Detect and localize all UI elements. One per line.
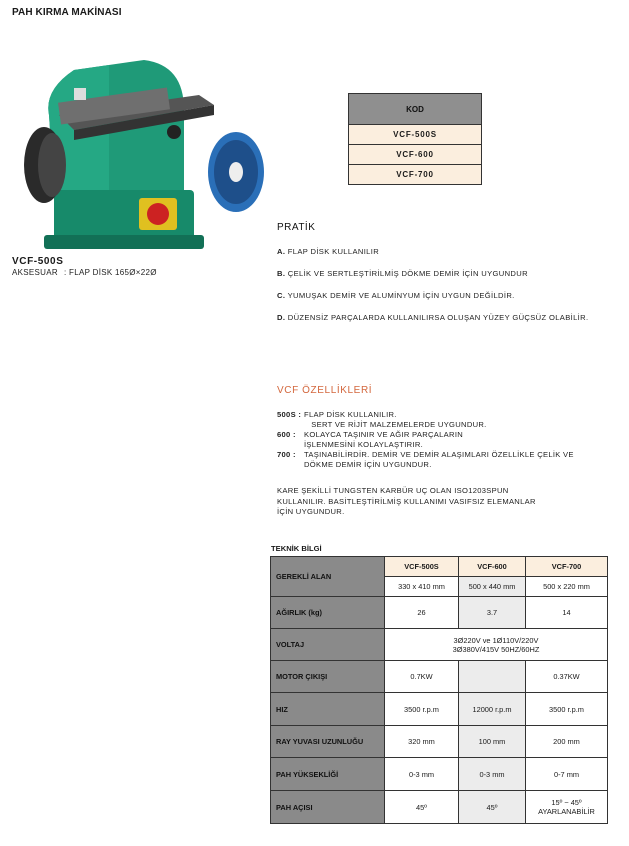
pratik-item: B. ÇELİK VE SERTLEŞTİRİLMİŞ DÖKME DEMİR İÇİN UYGUNDUR: [277, 269, 528, 278]
feature-item: 500S : FLAP DİSK KULLANILIR. SERT VE RİJİT MALZEMELERDE UYGUNDUR.: [277, 410, 487, 429]
tech-cell-voltage: 3Ø220V ve 1Ø110V/220V 3Ø380V/415V 50HZ/60HZ: [385, 629, 608, 661]
tech-cell: 14: [526, 597, 608, 629]
tech-label-angle: PAH AÇISI: [271, 791, 385, 824]
features-list: [277, 410, 622, 470]
tech-label-weight: AĞIRLIK (kg): [271, 597, 385, 629]
accessory-label: AKSESUAR: [12, 268, 58, 277]
tech-table: [270, 556, 608, 824]
tech-cell: 0-7 mm: [526, 758, 608, 791]
tech-cell: 0.7KW: [385, 661, 459, 693]
tech-cell: 45º: [459, 791, 526, 824]
tech-cell: 320 mm: [385, 726, 459, 758]
tech-cell: 500 x 440 mm: [459, 577, 526, 597]
tech-cell: 3.7: [459, 597, 526, 629]
tech-cell: 0-3 mm: [459, 758, 526, 791]
kod-table: [348, 93, 482, 185]
kod-header: KOD: [349, 94, 481, 125]
tech-col-header: VCF-700: [526, 557, 608, 577]
tech-cell: 330 x 410 mm: [385, 577, 459, 597]
kod-row: VCF-700: [349, 165, 481, 184]
product-image: [14, 40, 264, 255]
kod-row: VCF-500S: [349, 125, 481, 145]
tech-cell-angle: 15º ~ 45º AYARLANABİLİR: [526, 791, 608, 824]
tech-cell: 500 x 220 mm: [526, 577, 608, 597]
tech-cell: 0.37KW: [526, 661, 608, 693]
tech-label-motor: MOTOR ÇIKIŞI: [271, 661, 385, 693]
tech-label-speed: HIZ: [271, 693, 385, 726]
tech-cell: 3500 r.p.m: [526, 693, 608, 726]
accessory-row: [12, 268, 157, 277]
page-title: PAH KIRMA MAKİNASI: [12, 7, 122, 18]
tech-cell: 0-3 mm: [385, 758, 459, 791]
feature-item: 700 : TAŞINABİLİRDİR. DEMİR VE DEMİR ALAŞIMLARI ÖZELLİKLE ÇELİK VE DÖKME DEMİR İÇİN UYGUNDUR.: [277, 450, 574, 469]
features-title: VCF ÖZELLİKLERİ: [277, 385, 373, 396]
pratik-item: D. DÜZENSİZ PARÇALARDA KULLANILIRSA OLUŞAN YÜZEY GÜÇSÜZ OLABİLİR.: [277, 313, 589, 322]
pratik-item: C. YUMUŞAK DEMİR VE ALUMİNYUM İÇİN UYGUN DEĞİLDİR.: [277, 291, 515, 300]
tech-label-height: PAH YÜKSEKLİĞİ: [271, 758, 385, 791]
accessory-value: : FLAP DİSK 165Ø×22Ø: [64, 268, 157, 277]
pratik-title: PRATİK: [277, 222, 316, 233]
features-note: KARE ŞEKİLLİ TUNGSTEN KARBÜR UÇ OLAN ISO1203SPUN KULLANILIR. BASİTLEŞTİRİLMİŞ KULLANIMI VASIFSIZ ELEMANLAR İÇİN UYGUNDUR.: [277, 486, 536, 516]
tech-col-header: VCF-600: [459, 557, 526, 577]
pratik-list: [277, 247, 622, 335]
tech-title: TEKNİK BİLGİ: [271, 544, 322, 553]
tech-col-header: VCF-500S: [385, 557, 459, 577]
feature-item: 600 : KOLAYCA TAŞINIR VE AĞIR PARÇALARIN İŞLENMESİNİ KOLAYLAŞTIRIR.: [277, 430, 464, 449]
tech-cell: 100 mm: [459, 726, 526, 758]
tech-label-voltage: VOLTAJ: [271, 629, 385, 661]
product-model: VCF-500S: [12, 256, 64, 267]
pratik-item: A. FLAP DİSK KULLANILIR: [277, 247, 380, 256]
tech-cell: 12000 r.p.m: [459, 693, 526, 726]
tech-cell: 200 mm: [526, 726, 608, 758]
tech-label-area: GEREKLİ ALAN: [271, 557, 385, 597]
tech-cell: [459, 661, 526, 693]
tech-cell: 3500 r.p.m: [385, 693, 459, 726]
kod-row: VCF-600: [349, 145, 481, 165]
tech-label-rail: RAY YUVASI UZUNLUĞU: [271, 726, 385, 758]
tech-cell: 45º: [385, 791, 459, 824]
tech-cell: 26: [385, 597, 459, 629]
